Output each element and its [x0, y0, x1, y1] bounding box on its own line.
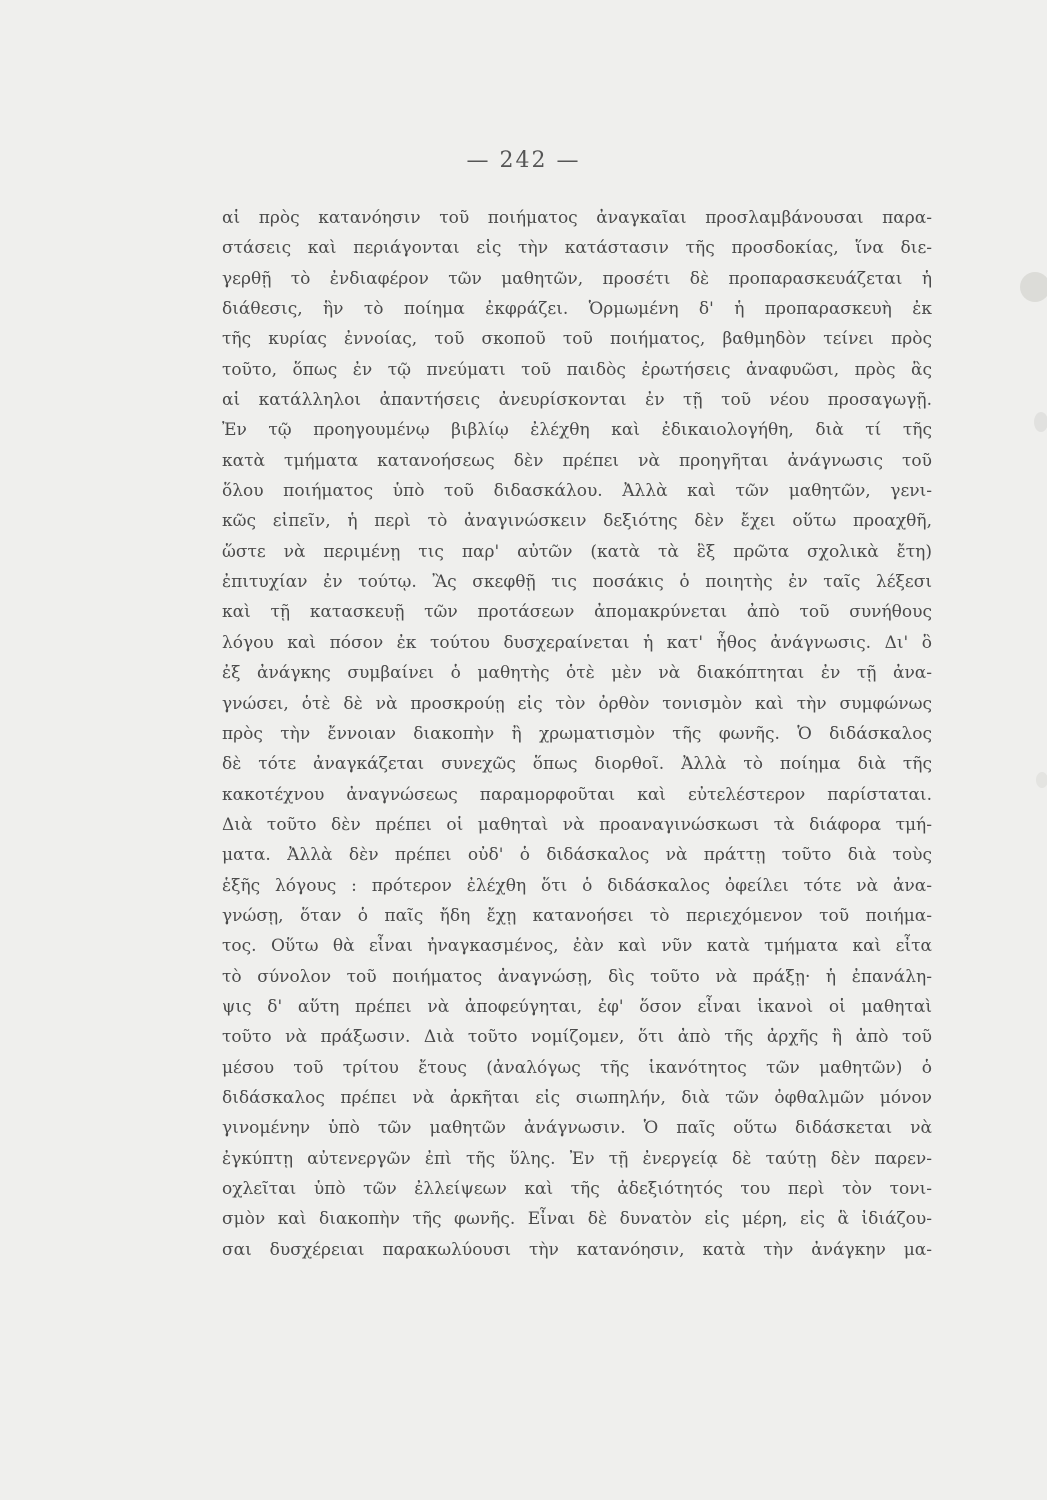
text-line: αἱ πρὸς κατανόησιν τοῦ ποιήματος ἀναγκαῖαι προσλαμβάνουσαι παρα- — [222, 208, 932, 228]
text-line: τοῦτο νὰ πράξωσιν. Διὰ τοῦτο νομίζομεν, ὅτι ἀπὸ τῆς ἀρχῆς ἢ ἀπὸ τοῦ — [222, 1027, 932, 1048]
text-line: ὅλου ποιήματος ὑπὸ τοῦ διδασκάλου. Ἀλλὰ καὶ τῶν μαθητῶν, γενι- — [222, 481, 932, 502]
text-line: διάθεσις, ἣν τὸ ποίημα ἐκφράζει. Ὁρμωμένη δ' ἡ προπαρασκευὴ ἐκ — [222, 299, 932, 320]
text-line: γνώσει, ὁτὲ δὲ νὰ προσκρούῃ εἰς τὸν ὀρθὸν τονισμὸν καὶ τὴν συμφώνως — [222, 693, 932, 714]
text-line: τὸ σύνολον τοῦ ποιήματος ἀναγνώσῃ, δὶς τοῦτο νὰ πράξῃ· ἡ ἐπανάλη- — [222, 966, 932, 987]
text-line: πρὸς τὴν ἔννοιαν διακοπὴν ἢ χρωματισμὸν τῆς φωνῆς. Ὁ διδάσκαλος — [222, 723, 932, 744]
text-line: αἱ κατάλληλοι ἀπαντήσεις ἀνευρίσκονται ἐν τῇ τοῦ νέου προσαγωγῇ. — [222, 390, 932, 411]
text-line: Ἐν τῷ προηγουμένῳ βιβλίῳ ἐλέχθη καὶ ἐδικαιολογήθη, διὰ τί τῆς — [222, 420, 932, 441]
margin-stain-mark — [1034, 412, 1047, 432]
text-line: λόγου καὶ πόσον ἐκ τούτου δυσχεραίνεται ἡ κατ' ἦθος ἀνάγνωσις. Δι' ὃ — [222, 632, 932, 653]
text-line: γινομένην ὑπὸ τῶν μαθητῶν ἀνάγνωσιν. Ὁ παῖς οὕτω διδάσκεται νὰ — [222, 1118, 932, 1139]
text-line: τος. Οὕτω θὰ εἶναι ἠναγκασμένος, ἐὰν καὶ νῦν κατὰ τμήματα καὶ εἶτα — [222, 936, 932, 957]
page-number: — 242 — — [466, 148, 581, 173]
text-line: κακοτέχνου ἀναγνώσεως παραμορφοῦται καὶ εὐτελέστερον παρίσταται. — [222, 784, 932, 805]
text-line: ἐπιτυχίαν ἐν τούτῳ. Ἂς σκεφθῇ τις ποσάκις ὁ ποιητὴς ἐν ταῖς λέξεσι — [222, 572, 932, 593]
text-line: κῶς εἰπεῖν, ἡ περὶ τὸ ἀναγινώσκειν δεξιότης δὲν ἔχει οὕτω προαχθῆ, — [222, 511, 932, 532]
text-line: γερθῇ τὸ ἐνδιαφέρον τῶν μαθητῶν, προσέτι δὲ προπαρασκευάζεται ἡ — [222, 268, 932, 289]
text-line: οχλεῖται ὑπὸ τῶν ἐλλείψεων καὶ τῆς ἀδεξιότητός του περὶ τὸν τονι- — [222, 1179, 932, 1199]
text-line: γνώσῃ, ὅταν ὁ παῖς ἤδη ἔχῃ κατανοήσει τὸ περιεχόμενον τοῦ ποιήμα- — [222, 905, 932, 926]
text-line: σαι δυσχέρειαι παρακωλύουσι τὴν κατανόησιν, κατὰ τὴν ἀνάγκην μα- — [222, 1239, 932, 1260]
text-line: ὥστε νὰ περιμένῃ τις παρ' αὐτῶν (κατὰ τὰ ἓξ πρῶτα σχολικὰ ἔτη) — [222, 541, 932, 562]
body-text — [222, 203, 932, 1265]
text-line: Διὰ τοῦτο δὲν πρέπει οἱ μαθηταὶ νὰ προαναγινώσκωσι τὰ διάφορα τμή- — [222, 814, 932, 835]
text-line: σμὸν καὶ διακοπὴν τῆς φωνῆς. Εἶναι δὲ δυνατὸν εἰς μέρη, εἰς ἃ ἰδιάζου- — [222, 1209, 932, 1230]
text-line: διδάσκαλος πρέπει νὰ ἀρκῆται εἰς σιωπηλήν, διὰ τῶν ὀφθαλμῶν μόνον — [222, 1087, 932, 1108]
text-line: τοῦτο, ὅπως ἐν τῷ πνεύματι τοῦ παιδὸς ἐρωτήσεις ἀναφυῶσι, πρὸς ἃς — [222, 359, 932, 380]
text-line: δὲ τότε ἀναγκάζεται συνεχῶς ὅπως διορθοῖ. Ἀλλὰ τὸ ποίημα διὰ τῆς — [222, 754, 932, 775]
text-line: ἑξῆς λόγους : πρότερον ἐλέχθη ὅτι ὁ διδάσκαλος ὀφείλει τότε νὰ ἀνα- — [222, 875, 932, 896]
text-line: καὶ τῇ κατασκευῇ τῶν προτάσεων ἀπομακρύνεται ἀπὸ τοῦ συνήθους — [222, 602, 932, 623]
text-line: μέσου τοῦ τρίτου ἔτους (ἀναλόγως τῆς ἱκανότητος τῶν μαθητῶν) ὁ — [222, 1057, 932, 1078]
text-line: τῆς κυρίας ἐννοίας, τοῦ σκοποῦ τοῦ ποιήματος, βαθμηδὸν τείνει πρὸς — [222, 329, 932, 350]
text-line: ματα. Ἀλλὰ δὲν πρέπει οὐδ' ὁ διδάσκαλος νὰ πράττῃ τοῦτο διὰ τοὺς — [222, 845, 932, 866]
text-line: στάσεις καὶ περιάγονται εἰς τὴν κατάστασιν τῆς προσδοκίας, ἵνα διε- — [222, 238, 932, 259]
text-line: ἐγκύπτῃ αὐτενεργῶν ἐπὶ τῆς ὕλης. Ἐν τῇ ἐνεργείᾳ δὲ ταύτῃ δὲν παρεν- — [222, 1148, 932, 1169]
text-line: κατὰ τμήματα κατανοήσεως δὲν πρέπει νὰ προηγῆται ἀνάγνωσις τοῦ — [222, 450, 932, 471]
margin-stain-mark — [1036, 772, 1047, 788]
margin-stain-mark — [1020, 272, 1047, 302]
text-line: ψις δ' αὕτη πρέπει νὰ ἀποφεύγηται, ἐφ' ὅσον εἶναι ἱκανοὶ οἱ μαθηταὶ — [222, 996, 932, 1017]
text-line: ἐξ ἀνάγκης συμβαίνει ὁ μαθητὴς ὁτὲ μὲν νὰ διακόπτηται ἐν τῇ ἀνα- — [222, 663, 932, 684]
